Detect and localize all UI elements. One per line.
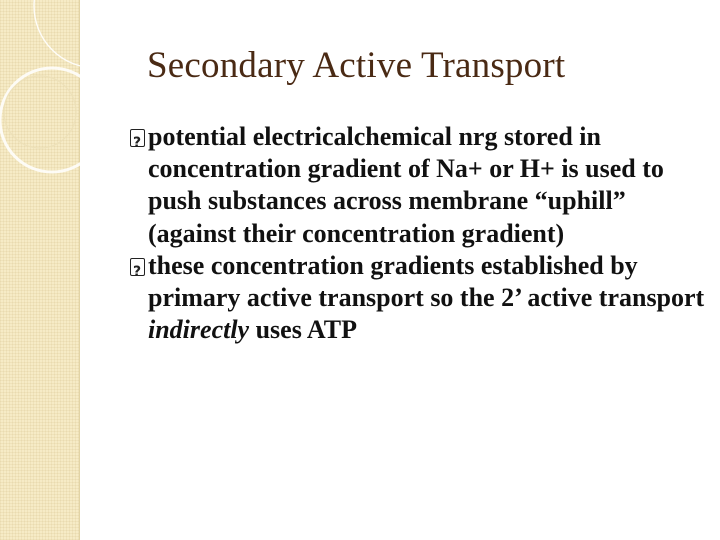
bullet-text: these concentration gradients established by primary active transport so the 2’ active transport — [148, 250, 705, 313]
missing-glyph-box-icon — [130, 129, 145, 147]
slide-title: Secondary Active Transport — [147, 45, 566, 86]
bullet-emphasis: indirectly — [148, 315, 250, 345]
bullet-list — [148, 121, 708, 346]
bullet-item — [148, 250, 708, 347]
decorative-sidebar — [0, 0, 79, 540]
missing-glyph-box-icon — [130, 258, 145, 276]
bullet-text: potential electricalchemical nrg stored in concentration gradient of Na+ or H+ is used to push substances across membrane “uphill” (against their concentration gradient) — [148, 122, 664, 248]
bullet-item — [148, 121, 708, 250]
sidebar-divider — [79, 0, 80, 540]
bullet-text-end: uses ATP — [249, 315, 357, 345]
